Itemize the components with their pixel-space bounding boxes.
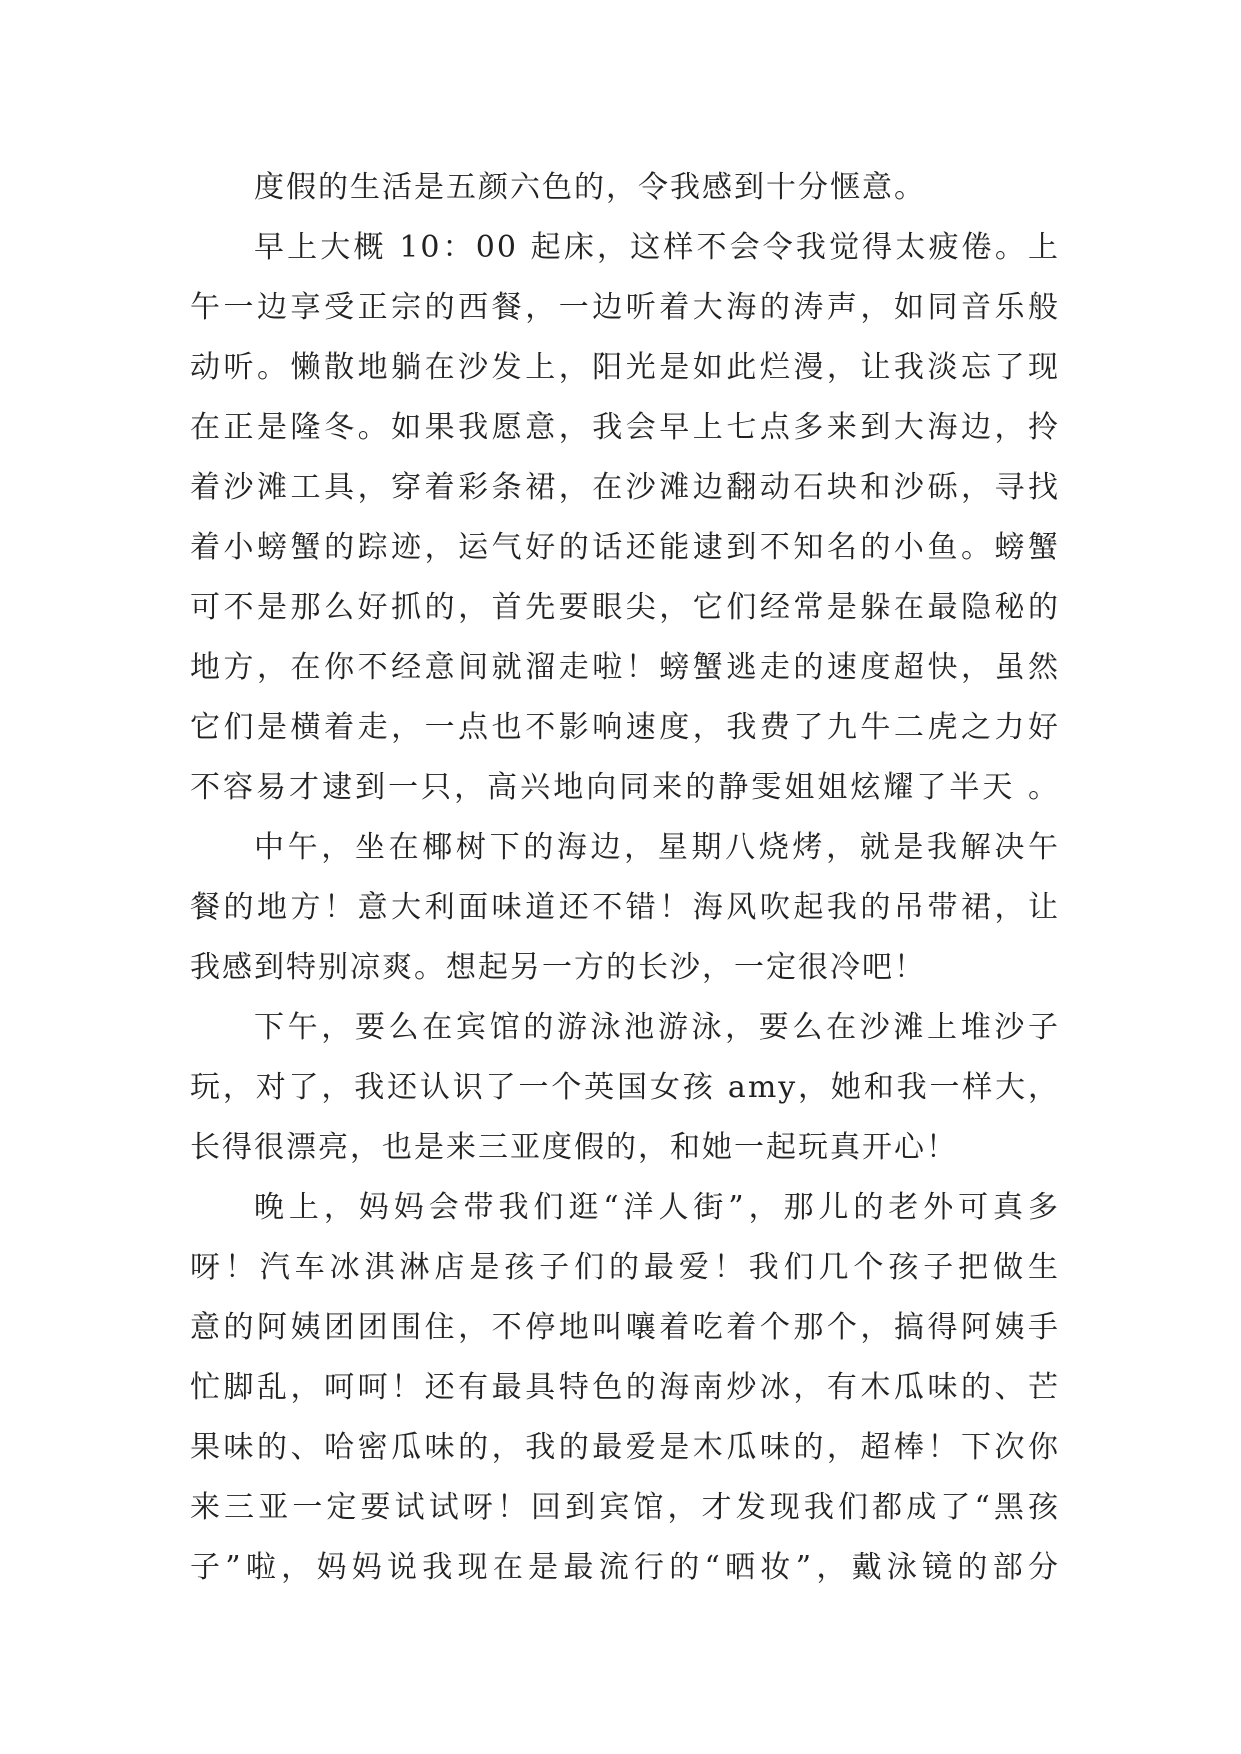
document-body — [190, 158, 1060, 1598]
text-line: 下午，要么在宾馆的游泳池游泳，要么在沙滩上堆沙子 — [254, 1010, 1060, 1045]
paragraph-intro — [190, 158, 1060, 218]
text-line: 呀！汽车冰淇淋店是孩子们的最爱！我们几个孩子把做生 — [190, 1250, 1060, 1285]
text-line: 动听。懒散地躺在沙发上，阳光是如此烂漫，让我淡忘了现 — [190, 350, 1060, 385]
text-line: 中午，坐在椰树下的海边，星期八烧烤，就是我解决午 — [254, 830, 1060, 865]
text-line: 意的阿姨团团围住，不停地叫嚷着吃着个那个，搞得阿姨手 — [190, 1310, 1060, 1345]
paragraph-afternoon — [190, 998, 1060, 1178]
text-line: 餐的地方！意大利面味道还不错！海风吹起我的吊带裙，让 — [190, 890, 1060, 925]
text-line: 早上大概 10：00 起床，这样不会令我觉得太疲倦。上 — [254, 230, 1060, 265]
text-line: 不容易才逮到一只，高兴地向同来的静雯姐姐炫耀了半天 。 — [190, 770, 1060, 805]
text-line: 忙脚乱，呵呵！还有最具特色的海南炒冰，有木瓜味的、芒 — [190, 1370, 1060, 1405]
text-line: 长得很漂亮，也是来三亚度假的，和她一起玩真开心！ — [190, 1130, 958, 1165]
text-line: 午一边享受正宗的西餐，一边听着大海的涛声，如同音乐般 — [190, 290, 1060, 325]
paragraph-morning — [190, 218, 1060, 818]
text-line: 它们是横着走，一点也不影响速度，我费了九牛二虎之力好 — [190, 710, 1060, 745]
paragraph-noon — [190, 818, 1060, 998]
text-line: 玩，对了，我还认识了一个英国女孩 amy，她和我一样大， — [190, 1070, 1060, 1105]
text-line: 在正是隆冬。如果我愿意，我会早上七点多来到大海边，拎 — [190, 410, 1060, 445]
text-line: 度假的生活是五颜六色的，令我感到十分惬意。 — [254, 170, 926, 205]
paragraph-evening — [190, 1178, 1060, 1598]
text-line: 可不是那么好抓的，首先要眼尖，它们经常是躲在最隐秘的 — [190, 590, 1060, 625]
text-line: 晚上，妈妈会带我们逛“洋人街”，那儿的老外可真多 — [254, 1190, 1060, 1225]
text-line: 着小螃蟹的踪迹，运气好的话还能逮到不知名的小鱼。螃蟹 — [190, 530, 1060, 565]
text-line: 来三亚一定要试试呀！回到宾馆，才发现我们都成了“黑孩 — [190, 1490, 1060, 1525]
text-line: 地方，在你不经意间就溜走啦！螃蟹逃走的速度超快，虽然 — [190, 650, 1060, 685]
text-line: 我感到特别凉爽。想起另一方的长沙，一定很冷吧！ — [190, 950, 926, 985]
text-line: 果味的、哈密瓜味的，我的最爱是木瓜味的，超棒！下次你 — [190, 1430, 1060, 1465]
text-line: 着沙滩工具，穿着彩条裙，在沙滩边翻动石块和沙砾，寻找 — [190, 470, 1060, 505]
text-line: 子”啦，妈妈说我现在是最流行的“晒妆”，戴泳镜的部分 — [190, 1550, 1060, 1585]
